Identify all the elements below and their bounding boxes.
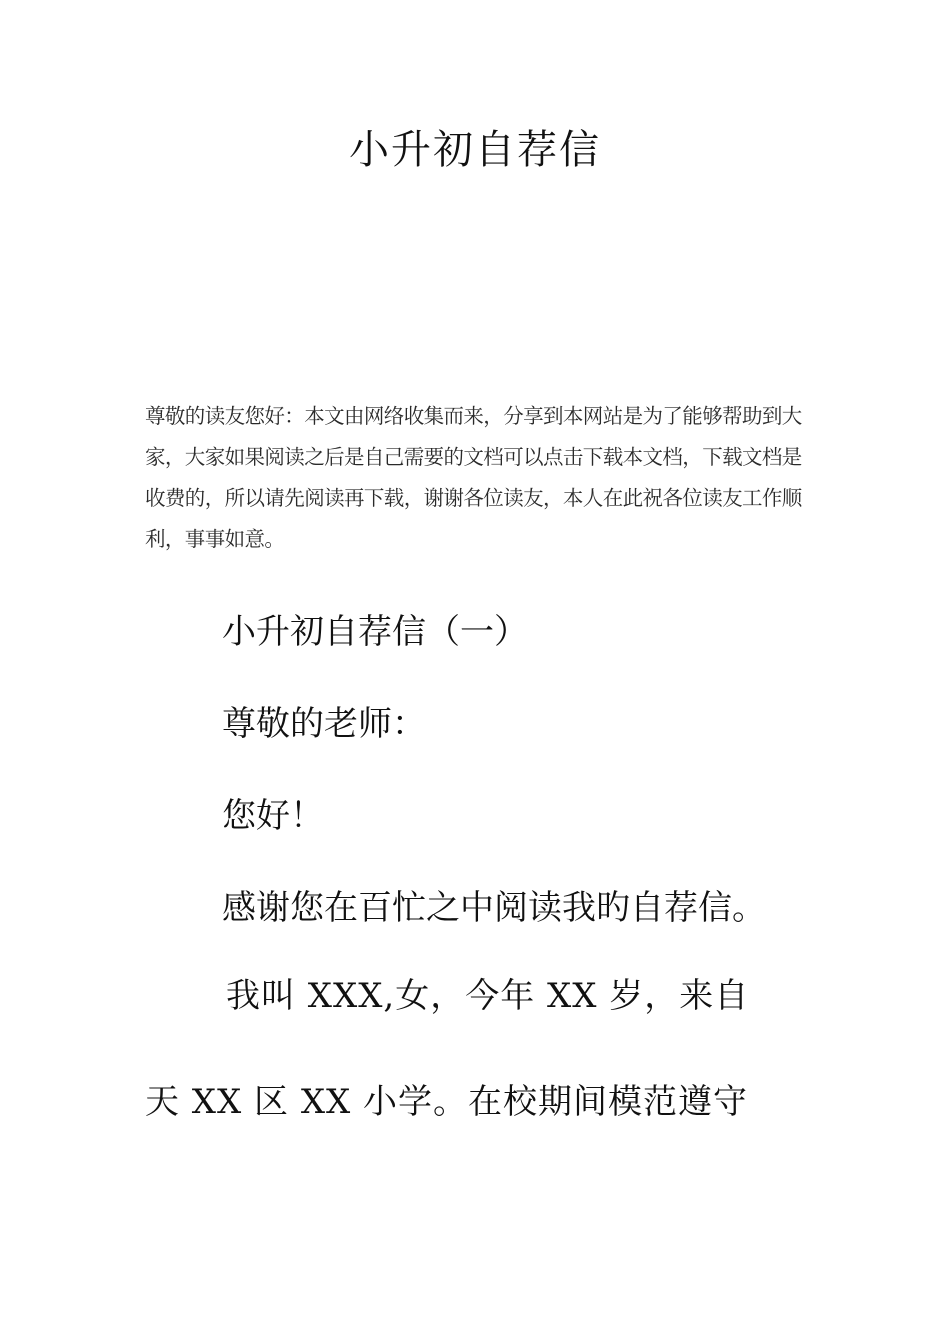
letter-body-line: 天 XX 区 XX 小学。在校期间模范遵守	[145, 1082, 749, 1122]
reader-notice: 尊敬的读友您好：本文由网络收集而来，分享到本网站是为了能够帮助到大家，大家如果阅读之后是自己需要的文档可以点击下载本文档，下载文档是收费的，所以请先阅读再下载，谢谢各位读友，本人在此祝各位读友工作顺利，事事如意。	[145, 404, 802, 551]
letter-body-line: 感谢您在百忙之中阅读我旳自荐信。	[222, 888, 766, 928]
letter-body-line: 我叫 XXX,女，今年 XX 岁，来自	[226, 976, 750, 1016]
letter-salutation: 尊敬的老师：	[222, 704, 426, 744]
document-title: 小升初自荐信	[349, 127, 601, 173]
letter-greeting: 您好！	[222, 796, 324, 836]
letter-heading: 小升初自荐信（一）	[222, 612, 528, 652]
